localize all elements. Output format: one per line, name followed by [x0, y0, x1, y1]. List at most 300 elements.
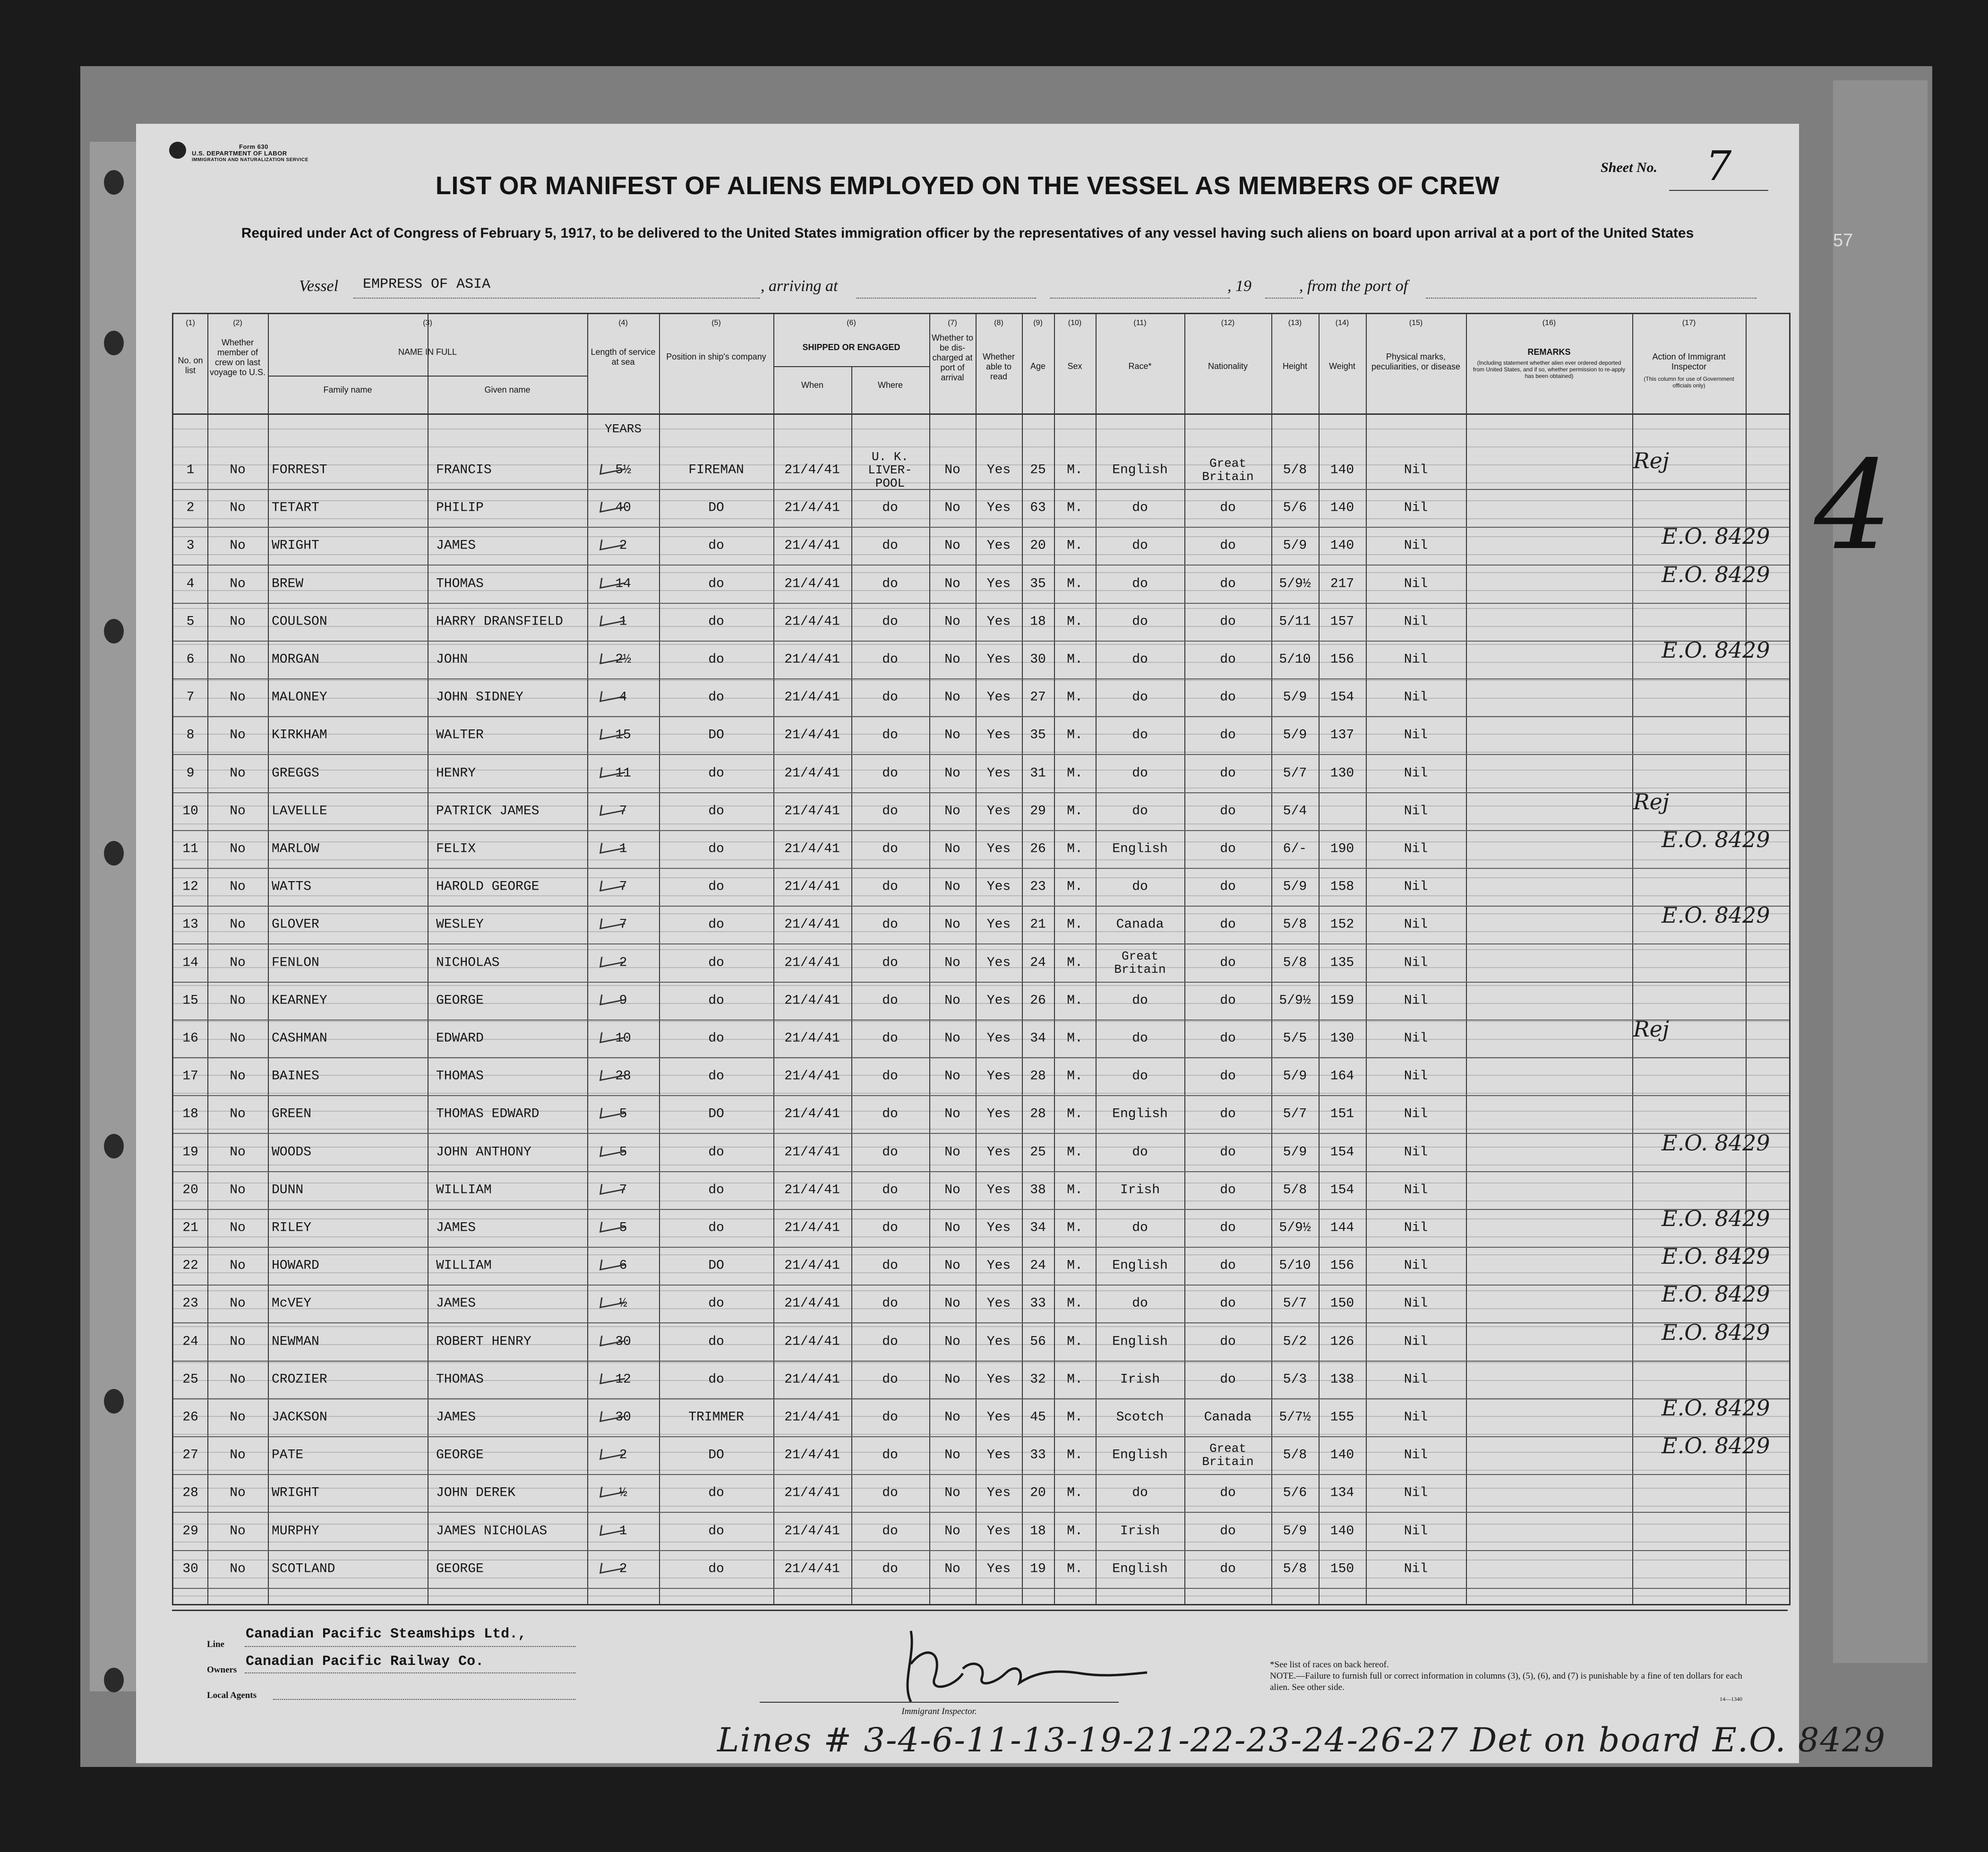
cell-nationality: do [1220, 728, 1236, 743]
cell-position: do [708, 690, 724, 705]
cell-weight: 140 [1330, 1524, 1354, 1539]
cell-weight: 151 [1330, 1106, 1354, 1122]
cell-no: 12 [182, 879, 198, 894]
col-where: Where [877, 380, 903, 390]
cell-height: 5/9½ [1279, 576, 1311, 592]
cell-read: Yes [986, 690, 1011, 705]
cell-read: Yes [986, 993, 1011, 1008]
cell-last: No [230, 1410, 246, 1425]
cell-race: do [1132, 879, 1148, 894]
cell-race: Irish [1120, 1183, 1160, 1198]
cell-nationality: do [1220, 652, 1236, 667]
cell-marks: Nil [1404, 1145, 1428, 1160]
cell-marks: Nil [1404, 1448, 1428, 1463]
cell-marks: Nil [1404, 955, 1428, 970]
cell-given: WESLEY [436, 917, 484, 932]
cell-nationality: do [1220, 804, 1236, 819]
cell-read: Yes [986, 1410, 1011, 1425]
cell-race: do [1132, 1220, 1148, 1235]
cell-given: JOHN [436, 652, 468, 667]
cell-discharge: No [944, 955, 960, 970]
cell-race: do [1132, 766, 1148, 781]
cell-when: 21/4/41 [784, 614, 840, 629]
cell-sex: M. [1067, 1485, 1083, 1500]
cell-given: THOMAS [436, 576, 484, 592]
cell-weight: 140 [1330, 538, 1354, 553]
page-subtitle: Required under Act of Congress of February 5, 1917, to be delivered to the United States immigration officer by the representatives of any vessel having such aliens on board upon arrival at a port of the United States [241, 225, 1694, 241]
cell-when: 21/4/41 [784, 804, 840, 819]
cell-when: 21/4/41 [784, 917, 840, 932]
cell-race: English [1112, 1448, 1168, 1463]
cell-where: do [882, 500, 898, 515]
cell-service: 5½ [615, 463, 631, 478]
cell-where: do [882, 1106, 898, 1122]
cell-when: 21/4/41 [784, 1220, 840, 1235]
cell-marks: Nil [1404, 804, 1428, 819]
cell-where: do [882, 993, 898, 1008]
cell-sex: M. [1067, 690, 1083, 705]
cell-no: 5 [186, 614, 195, 629]
cell-sex: M. [1067, 576, 1083, 592]
row-divider [173, 792, 1789, 793]
cell-given: FELIX [436, 841, 476, 857]
cell-no: 3 [186, 538, 195, 553]
cell-position: do [708, 1031, 724, 1046]
cell-nationality: do [1220, 955, 1236, 970]
cell-where: do [882, 728, 898, 743]
cell-family: WRIGHT [272, 538, 319, 553]
cell-where: U. K. LIVER-POOL [868, 450, 912, 490]
cell-read: Yes [986, 576, 1011, 592]
cell-family: McVEY [272, 1296, 312, 1311]
cell-weight: 137 [1330, 728, 1354, 743]
cell-last: No [230, 1296, 246, 1311]
cell-last: No [230, 463, 246, 478]
col-weight: Weight [1329, 361, 1355, 371]
cell-height: 5/8 [1283, 955, 1307, 970]
cell-no: 10 [182, 804, 198, 819]
cell-position: do [708, 1485, 724, 1500]
row-divider [173, 527, 1789, 528]
cell-where: do [882, 804, 898, 819]
cell-no: 27 [182, 1448, 198, 1463]
cell-sex: M. [1067, 1334, 1083, 1349]
cell-position: do [708, 993, 724, 1008]
cell-when: 21/4/41 [784, 955, 840, 970]
cell-last: No [230, 1258, 246, 1273]
cell-when: 21/4/41 [784, 538, 840, 553]
cell-weight: 150 [1330, 1561, 1354, 1577]
row-divider [173, 1057, 1789, 1058]
cell-family: MORGAN [272, 652, 319, 667]
cell-nationality: do [1220, 576, 1236, 592]
row-divider [173, 1436, 1789, 1437]
cell-nationality: do [1220, 500, 1236, 515]
col-shipped: SHIPPED OR ENGAGED [802, 343, 900, 352]
cell-marks: Nil [1404, 879, 1428, 894]
cell-height: 5/8 [1283, 463, 1307, 478]
cell-weight: 217 [1330, 576, 1354, 592]
row-divider [173, 1322, 1789, 1323]
cell-read: Yes [986, 652, 1011, 667]
cell-discharge: No [944, 728, 960, 743]
cell-discharge: No [944, 1031, 960, 1046]
row-divider [173, 489, 1789, 490]
cell-given: WILLIAM [436, 1183, 492, 1198]
cell-family: WRIGHT [272, 1485, 319, 1500]
cell-age: 28 [1030, 1069, 1046, 1084]
cell-discharge: No [944, 576, 960, 592]
line-value: Canadian Pacific Steamships Ltd., [246, 1626, 527, 1642]
cell-age: 18 [1030, 1524, 1046, 1539]
col-age: Age [1030, 361, 1046, 371]
cell-marks: Nil [1404, 841, 1428, 857]
cell-when: 21/4/41 [784, 1296, 840, 1311]
cell-family: MARLOW [272, 841, 319, 857]
cell-read: Yes [986, 917, 1011, 932]
cell-when: 21/4/41 [784, 766, 840, 781]
cell-where: do [882, 652, 898, 667]
cell-service: 30 [615, 1410, 631, 1425]
cell-given: JAMES [436, 1410, 476, 1425]
cell-no: 30 [182, 1561, 198, 1577]
cell-when: 21/4/41 [784, 1410, 840, 1425]
cell-read: Yes [986, 1334, 1011, 1349]
cell-family: SCOTLAND [272, 1561, 335, 1577]
row-divider [173, 603, 1789, 604]
cell-family: NEWMAN [272, 1334, 319, 1349]
cell-last: No [230, 1334, 246, 1349]
cell-sex: M. [1067, 1372, 1083, 1387]
cell-read: Yes [986, 538, 1011, 553]
cell-marks: Nil [1404, 652, 1428, 667]
cell-nationality: Great Britain [1202, 1441, 1254, 1469]
cell-no: 26 [182, 1410, 198, 1425]
row-divider [173, 1285, 1789, 1286]
cell-where: do [882, 1410, 898, 1425]
cell-position: do [708, 1372, 724, 1387]
cell-sex: M. [1067, 1296, 1083, 1311]
cell-position: TRIMMER [688, 1410, 744, 1425]
cell-marks: Nil [1404, 1334, 1428, 1349]
row-divider [173, 1171, 1789, 1172]
cell-race: do [1132, 1069, 1148, 1084]
cell-where: do [882, 1561, 898, 1577]
cell-no: 20 [182, 1183, 198, 1198]
cell-given: PHILIP [436, 500, 484, 515]
cell-given: THOMAS [436, 1372, 484, 1387]
cell-age: 26 [1030, 993, 1046, 1008]
cell-family: GREGGS [272, 766, 319, 781]
cell-height: 5/8 [1283, 917, 1307, 932]
cell-weight: 140 [1330, 1448, 1354, 1463]
cell-service: 11 [615, 766, 631, 781]
cell-given: WALTER [436, 728, 484, 743]
cell-discharge: No [944, 1524, 960, 1539]
cell-when: 21/4/41 [784, 1258, 840, 1273]
cell-service: 12 [615, 1372, 631, 1387]
cell-discharge: No [944, 1220, 960, 1235]
cell-marks: Nil [1404, 1524, 1428, 1539]
cell-nationality: do [1220, 1561, 1236, 1577]
cell-height: 5/8 [1283, 1561, 1307, 1577]
cell-read: Yes [986, 728, 1011, 743]
cell-race: do [1132, 804, 1148, 819]
cell-discharge: No [944, 463, 960, 478]
cell-position: do [708, 1145, 724, 1160]
cell-sex: M. [1067, 917, 1083, 932]
inspector-signature [883, 1617, 1175, 1711]
cell-height: 5/2 [1283, 1334, 1307, 1349]
cell-last: No [230, 614, 246, 629]
cell-read: Yes [986, 955, 1011, 970]
cell-position: do [708, 1183, 724, 1198]
cell-height: 5/7 [1283, 1106, 1307, 1122]
cell-weight: 158 [1330, 879, 1354, 894]
cell-height: 5/7½ [1279, 1410, 1311, 1425]
cell-service: 5 [619, 1220, 627, 1235]
cell-family: GREEN [272, 1106, 312, 1122]
cell-last: No [230, 1106, 246, 1122]
cell-weight: 134 [1330, 1485, 1354, 1500]
cell-nationality: do [1220, 1069, 1236, 1084]
cell-no: 4 [186, 576, 195, 592]
cell-nationality: do [1220, 690, 1236, 705]
cell-last: No [230, 1448, 246, 1463]
cell-last: No [230, 1372, 246, 1387]
cell-weight: 154 [1330, 690, 1354, 705]
cell-sex: M. [1067, 955, 1083, 970]
cell-last: No [230, 1561, 246, 1577]
cell-last: No [230, 841, 246, 857]
cell-when: 21/4/41 [784, 1334, 840, 1349]
cell-when: 21/4/41 [784, 1448, 840, 1463]
cell-race: Great Britain [1114, 949, 1166, 977]
cell-last: No [230, 1524, 246, 1539]
cell-discharge: No [944, 538, 960, 553]
cell-sex: M. [1067, 993, 1083, 1008]
cell-last: No [230, 917, 246, 932]
cell-race: Irish [1120, 1372, 1160, 1387]
cell-when: 21/4/41 [784, 993, 840, 1008]
cell-discharge: No [944, 614, 960, 629]
col-marks: Physical marks, peculiarities, or disease [1371, 352, 1461, 371]
cell-service: 5 [619, 1106, 627, 1122]
cell-action: E.O. 8429 [1662, 1206, 1770, 1231]
cell-no: 13 [182, 917, 198, 932]
cell-age: 33 [1030, 1448, 1046, 1463]
cell-service: 2½ [615, 652, 631, 667]
cell-position: do [708, 1524, 724, 1539]
cell-discharge: No [944, 1296, 960, 1311]
cell-last: No [230, 538, 246, 553]
cell-discharge: No [944, 500, 960, 515]
cell-service: 14 [615, 576, 631, 592]
cell-weight: 190 [1330, 841, 1354, 857]
cell-nationality: do [1220, 766, 1236, 781]
cell-age: 34 [1030, 1220, 1046, 1235]
cell-height: 5/10 [1279, 652, 1311, 667]
cell-no: 19 [182, 1145, 198, 1160]
cell-where: do [882, 1145, 898, 1160]
cell-given: WILLIAM [436, 1258, 492, 1273]
cell-service: 7 [619, 917, 627, 932]
col-remarks-note: (Including statement whether alien ever ordered deported from United States, and if so, whether permission to re-apply has been obtained) [1473, 360, 1626, 379]
cell-position: do [708, 1334, 724, 1349]
row-divider [173, 641, 1789, 642]
cell-read: Yes [986, 1296, 1011, 1311]
cell-given: JOHN SIDNEY [436, 690, 523, 705]
cell-service: 40 [615, 500, 631, 515]
vessel-name: EMPRESS OF ASIA [363, 276, 491, 292]
cell-where: do [882, 841, 898, 857]
cell-family: COULSON [272, 614, 327, 629]
cell-where: do [882, 1372, 898, 1387]
cell-sex: M. [1067, 1106, 1083, 1122]
cell-given: JAMES [436, 1296, 476, 1311]
cell-discharge: No [944, 1410, 960, 1425]
cell-last: No [230, 1485, 246, 1500]
cell-no: 22 [182, 1258, 198, 1273]
cell-height: 5/5 [1283, 1031, 1307, 1046]
cell-sex: M. [1067, 1410, 1083, 1425]
cell-discharge: No [944, 1258, 960, 1273]
cell-height: 5/9½ [1279, 1220, 1311, 1235]
sheet-number: 7 [1669, 143, 1768, 191]
cell-service: 2 [619, 1448, 627, 1463]
cell-when: 21/4/41 [784, 1183, 840, 1198]
cell-weight: 150 [1330, 1296, 1354, 1311]
cell-weight: 164 [1330, 1069, 1354, 1084]
cell-last: No [230, 1183, 246, 1198]
cell-age: 35 [1030, 576, 1046, 592]
cell-given: PATRICK JAMES [436, 804, 540, 819]
cell-age: 35 [1030, 728, 1046, 743]
cell-action: Rej [1633, 1016, 1670, 1042]
cell-when: 21/4/41 [784, 728, 840, 743]
cell-age: 30 [1030, 652, 1046, 667]
cell-race: do [1132, 1296, 1148, 1311]
cell-no: 1 [186, 463, 195, 478]
cell-age: 38 [1030, 1183, 1046, 1198]
cell-marks: Nil [1404, 1485, 1428, 1500]
cell-race: do [1132, 1485, 1148, 1500]
cell-last: No [230, 500, 246, 515]
cell-family: CASHMAN [272, 1031, 327, 1046]
cell-weight: 155 [1330, 1410, 1354, 1425]
cell-race: do [1132, 728, 1148, 743]
cell-no: 25 [182, 1372, 198, 1387]
cell-where: do [882, 538, 898, 553]
cell-nationality: do [1220, 1334, 1236, 1349]
cell-family: JACKSON [272, 1410, 327, 1425]
cell-age: 29 [1030, 804, 1046, 819]
col-discharge: Whether to be dis-charged at port of arrival [931, 333, 974, 382]
cell-no: 16 [182, 1031, 198, 1046]
col-nationality: Nationality [1208, 361, 1248, 371]
cell-service: ½ [619, 1485, 627, 1500]
cell-nationality: do [1220, 841, 1236, 857]
cell-nationality: do [1220, 879, 1236, 894]
cell-sex: M. [1067, 728, 1083, 743]
cell-position: do [708, 766, 724, 781]
cell-weight: 130 [1330, 1031, 1354, 1046]
cell-when: 21/4/41 [784, 500, 840, 515]
signature-line [760, 1702, 1119, 1703]
cell-given: THOMAS EDWARD [436, 1106, 540, 1122]
cell-no: 2 [186, 500, 195, 515]
cell-position: do [708, 538, 724, 553]
cell-marks: Nil [1404, 538, 1428, 553]
cell-marks: Nil [1404, 1561, 1428, 1577]
row-divider [173, 1095, 1789, 1096]
cell-marks: Nil [1404, 576, 1428, 592]
cell-where: do [882, 955, 898, 970]
cell-last: No [230, 1220, 246, 1235]
cell-read: Yes [986, 1031, 1011, 1046]
cell-marks: Nil [1404, 766, 1428, 781]
cell-family: LAVELLE [272, 804, 327, 819]
cell-no: 28 [182, 1485, 198, 1500]
row-divider [173, 943, 1789, 944]
cell-when: 21/4/41 [784, 1069, 840, 1084]
page-mark-57: 57 [1833, 231, 1853, 250]
cell-discharge: No [944, 804, 960, 819]
cell-no: 9 [186, 766, 195, 781]
cell-race: do [1132, 1145, 1148, 1160]
cell-last: No [230, 955, 246, 970]
cell-given: HARRY DRANSFIELD [436, 614, 563, 629]
cell-weight: 156 [1330, 1258, 1354, 1273]
cell-read: Yes [986, 1485, 1011, 1500]
cell-age: 26 [1030, 841, 1046, 857]
cell-where: do [882, 879, 898, 894]
row-divider [173, 830, 1789, 831]
cell-weight: 135 [1330, 955, 1354, 970]
cell-age: 56 [1030, 1334, 1046, 1349]
crew-table [172, 313, 1791, 1605]
cell-position: FIREMAN [688, 463, 744, 478]
cell-when: 21/4/41 [784, 463, 840, 478]
cell-where: do [882, 1296, 898, 1311]
cell-marks: Nil [1404, 1183, 1428, 1198]
cell-discharge: No [944, 1334, 960, 1349]
cell-position: do [708, 879, 724, 894]
cell-read: Yes [986, 1372, 1011, 1387]
cell-no: 17 [182, 1069, 198, 1084]
cell-given: GEORGE [436, 993, 484, 1008]
cell-given: NICHOLAS [436, 955, 500, 970]
cell-height: 5/7 [1283, 766, 1307, 781]
cell-family: DUNN [272, 1183, 304, 1198]
cell-sex: M. [1067, 1183, 1083, 1198]
cell-sex: M. [1067, 652, 1083, 667]
cell-family: BAINES [272, 1069, 319, 1084]
row-divider [173, 1133, 1789, 1134]
cell-position: DO [708, 1258, 724, 1273]
cell-age: 21 [1030, 917, 1046, 932]
cell-family: WOODS [272, 1145, 312, 1160]
sheet-label: Sheet No. [1601, 160, 1657, 175]
cell-height: 5/6 [1283, 500, 1307, 515]
cell-given: ROBERT HENRY [436, 1334, 531, 1349]
cell-last: No [230, 652, 246, 667]
cell-weight: 144 [1330, 1220, 1354, 1235]
cell-sex: M. [1067, 841, 1083, 857]
cell-when: 21/4/41 [784, 1485, 840, 1500]
cell-where: do [882, 690, 898, 705]
cell-position: DO [708, 728, 724, 743]
